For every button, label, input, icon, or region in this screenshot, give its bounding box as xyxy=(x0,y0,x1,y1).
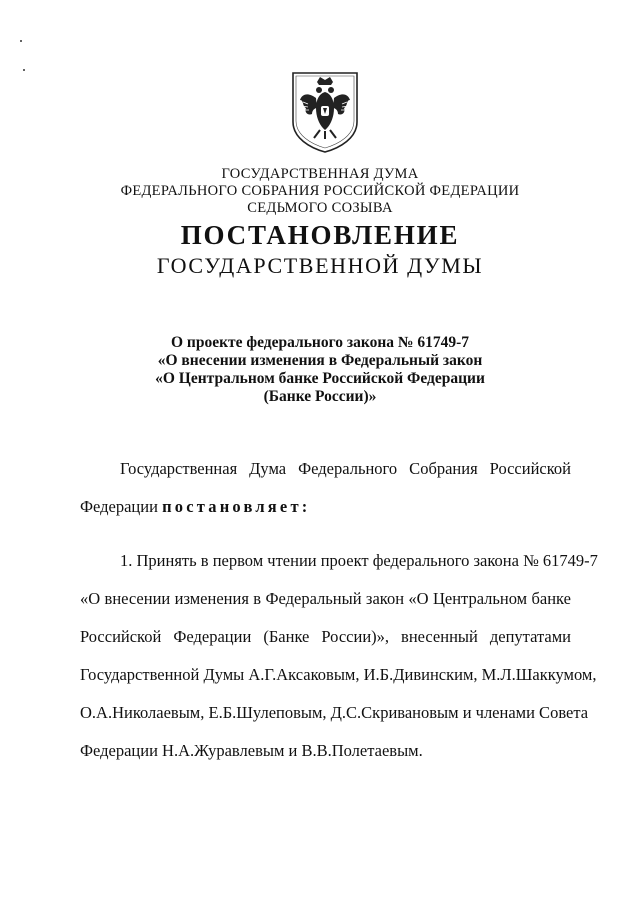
preamble-line xyxy=(80,496,571,534)
subject-line: «О внесении изменения в Федеральный закон xyxy=(157,352,483,369)
scan-speck xyxy=(23,69,25,71)
clause-line: 1. Принять в первом чтении проект федерального закона № 61749-7 xyxy=(120,551,598,570)
scan-speck xyxy=(20,40,22,42)
header-line-convocation: СЕДЬМОГО СОЗЫВА xyxy=(247,200,393,216)
clause-line: «О внесении изменения в Федеральный закон «О Центральном банке xyxy=(80,589,571,608)
clause-line: Государственной Думы А.Г.Аксаковым, И.Б.Дивинским, М.Л.Шаккумом, xyxy=(80,665,597,684)
header-line-duma: ГОСУДАРСТВЕННАЯ ДУМА xyxy=(221,166,419,182)
document-issuer-title: ГОСУДАРСТВЕННОЙ ДУМЫ xyxy=(156,253,484,278)
preamble-paragraph xyxy=(80,458,571,534)
subject-line: О проекте федерального закона № 61749-7 xyxy=(170,334,469,351)
resolution-subject xyxy=(0,334,640,406)
clause-line: О.А.Николаевым, Е.Б.Шулеповым, Д.С.Скривановым и членами Совета xyxy=(80,703,589,722)
clause-line: Федерации Н.А.Журавлевым и В.В.Полетаевым. xyxy=(80,741,423,760)
decree-word: постановляет: xyxy=(162,497,311,516)
subject-line: (Банке России)» xyxy=(263,388,377,405)
russian-coat-of-arms-icon xyxy=(290,70,360,154)
document-type-title: ПОСТАНОВЛЕНИЕ xyxy=(180,220,460,250)
preamble-line: Государственная Дума Федерального Собрания Российской xyxy=(120,459,571,478)
header-line-assembly: ФЕДЕРАЛЬНОГО СОБРАНИЯ РОССИЙСКОЙ ФЕДЕРАЦИИ xyxy=(120,183,520,199)
subject-line: «О Центральном банке Российской Федерации xyxy=(155,370,485,387)
clause-1-paragraph xyxy=(80,550,598,778)
preamble-prefix: Федерации xyxy=(80,497,158,516)
clause-line: Российской Федерации (Банке России)», внесенный депутатами xyxy=(80,627,571,646)
